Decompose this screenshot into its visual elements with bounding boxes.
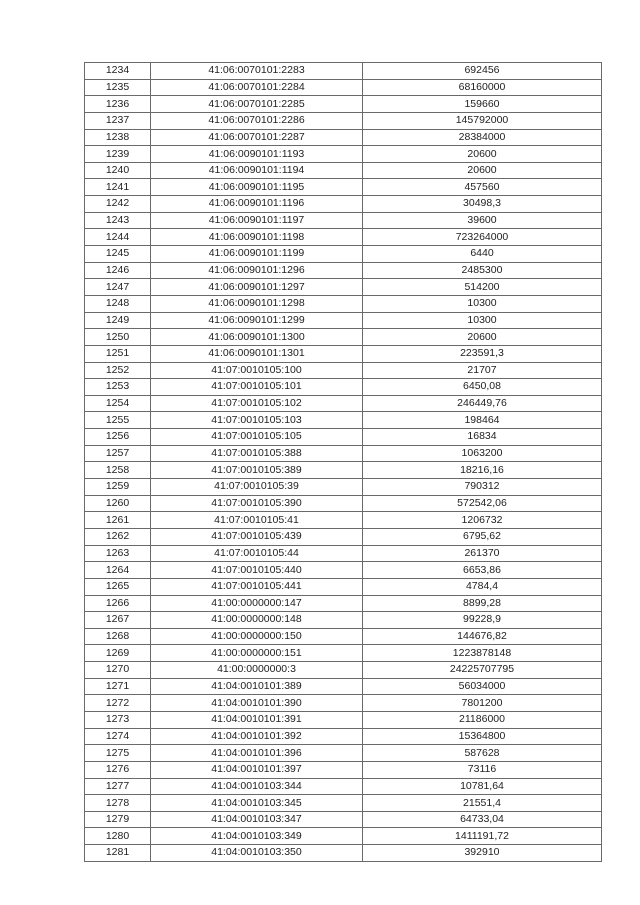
row-number-cell: 1255: [85, 412, 151, 429]
value-cell: 159660: [363, 96, 602, 113]
row-number-cell: 1264: [85, 562, 151, 579]
value-cell: 145792000: [363, 112, 602, 129]
value-cell: 692456: [363, 63, 602, 80]
value-cell: 1223878148: [363, 645, 602, 662]
row-number-cell: 1249: [85, 312, 151, 329]
row-number-cell: 1275: [85, 745, 151, 762]
table-row: [85, 362, 602, 379]
table-row: [85, 262, 602, 279]
value-cell: 30498,3: [363, 196, 602, 213]
row-number-cell: 1257: [85, 445, 151, 462]
cadastral-number-cell: 41:07:0010105:389: [151, 462, 363, 479]
row-number-cell: 1271: [85, 678, 151, 695]
table-row: [85, 379, 602, 396]
row-number-cell: 1267: [85, 612, 151, 629]
table-row: [85, 246, 602, 263]
value-cell: 6795,62: [363, 528, 602, 545]
cadastral-number-cell: 41:06:0090101:1301: [151, 345, 363, 362]
row-number-cell: 1277: [85, 778, 151, 795]
row-number-cell: 1278: [85, 795, 151, 812]
cadastral-number-cell: 41:07:0010105:39: [151, 479, 363, 496]
value-cell: 10781,64: [363, 778, 602, 795]
value-cell: 1411191,72: [363, 828, 602, 845]
value-cell: 6450,08: [363, 379, 602, 396]
table-row: [85, 345, 602, 362]
value-cell: 21186000: [363, 711, 602, 728]
value-cell: 223591,3: [363, 345, 602, 362]
cadastral-number-cell: 41:06:0090101:1193: [151, 146, 363, 163]
cadastral-number-cell: 41:06:0090101:1296: [151, 262, 363, 279]
cadastral-number-cell: 41:04:0010103:350: [151, 845, 363, 862]
cadastral-number-cell: 41:06:0070101:2284: [151, 79, 363, 96]
row-number-cell: 1252: [85, 362, 151, 379]
value-cell: 24225707795: [363, 662, 602, 679]
table-row: [85, 628, 602, 645]
table-row: [85, 495, 602, 512]
row-number-cell: 1236: [85, 96, 151, 113]
cadastral-number-cell: 41:04:0010101:392: [151, 728, 363, 745]
value-cell: 6440: [363, 246, 602, 263]
cadastral-number-cell: 41:06:0090101:1196: [151, 196, 363, 213]
value-cell: 246449,76: [363, 395, 602, 412]
cadastral-number-cell: 41:06:0090101:1199: [151, 246, 363, 263]
cadastral-number-cell: 41:06:0090101:1194: [151, 162, 363, 179]
value-cell: 10300: [363, 312, 602, 329]
cadastral-number-cell: 41:00:0000000:150: [151, 628, 363, 645]
cadastral-number-cell: 41:00:0000000:148: [151, 612, 363, 629]
value-cell: 15364800: [363, 728, 602, 745]
value-cell: 514200: [363, 279, 602, 296]
row-number-cell: 1253: [85, 379, 151, 396]
table-row: [85, 212, 602, 229]
row-number-cell: 1266: [85, 595, 151, 612]
row-number-cell: 1256: [85, 429, 151, 446]
row-number-cell: 1280: [85, 828, 151, 845]
value-cell: 20600: [363, 162, 602, 179]
table-row: [85, 445, 602, 462]
value-cell: 790312: [363, 479, 602, 496]
row-number-cell: 1243: [85, 212, 151, 229]
row-number-cell: 1279: [85, 811, 151, 828]
value-cell: 587628: [363, 745, 602, 762]
table-row: [85, 795, 602, 812]
cadastral-number-cell: 41:06:0090101:1297: [151, 279, 363, 296]
value-cell: 8899,28: [363, 595, 602, 612]
value-cell: 20600: [363, 146, 602, 163]
cadastral-number-cell: 41:06:0070101:2285: [151, 96, 363, 113]
row-number-cell: 1246: [85, 262, 151, 279]
table-body: [85, 63, 602, 862]
table-row: [85, 96, 602, 113]
table-row: [85, 395, 602, 412]
value-cell: 6653,86: [363, 562, 602, 579]
table-row: [85, 711, 602, 728]
cadastral-number-cell: 41:06:0090101:1195: [151, 179, 363, 196]
value-cell: 18216,16: [363, 462, 602, 479]
value-cell: 21707: [363, 362, 602, 379]
table-row: [85, 462, 602, 479]
table-row: [85, 479, 602, 496]
row-number-cell: 1263: [85, 545, 151, 562]
table-row: [85, 146, 602, 163]
value-cell: 28384000: [363, 129, 602, 146]
row-number-cell: 1273: [85, 711, 151, 728]
row-number-cell: 1268: [85, 628, 151, 645]
cadastral-number-cell: 41:04:0010103:349: [151, 828, 363, 845]
cadastral-number-cell: 41:06:0090101:1300: [151, 329, 363, 346]
value-cell: 4784,4: [363, 578, 602, 595]
table-row: [85, 528, 602, 545]
cadastral-number-cell: 41:06:0090101:1197: [151, 212, 363, 229]
cadastral-number-cell: 41:07:0010105:440: [151, 562, 363, 579]
cadastral-number-cell: 41:06:0090101:1298: [151, 295, 363, 312]
cadastral-number-cell: 41:07:0010105:41: [151, 512, 363, 529]
row-number-cell: 1235: [85, 79, 151, 96]
cadastral-number-cell: 41:07:0010105:441: [151, 578, 363, 595]
table-row: [85, 429, 602, 446]
table-row: [85, 778, 602, 795]
table-row: [85, 745, 602, 762]
cadastral-number-cell: 41:07:0010105:44: [151, 545, 363, 562]
table-row: [85, 678, 602, 695]
table-row: [85, 129, 602, 146]
table-row: [85, 512, 602, 529]
table-row: [85, 196, 602, 213]
table-row: [85, 279, 602, 296]
row-number-cell: 1238: [85, 129, 151, 146]
table-row: [85, 695, 602, 712]
table-row: [85, 761, 602, 778]
table-row: [85, 162, 602, 179]
value-cell: 68160000: [363, 79, 602, 96]
row-number-cell: 1240: [85, 162, 151, 179]
table-row: [85, 828, 602, 845]
table-row: [85, 229, 602, 246]
cadastral-number-cell: 41:07:0010105:105: [151, 429, 363, 446]
cadastral-number-cell: 41:07:0010105:102: [151, 395, 363, 412]
table-row: [85, 595, 602, 612]
row-number-cell: 1247: [85, 279, 151, 296]
row-number-cell: 1265: [85, 578, 151, 595]
table-row: [85, 79, 602, 96]
row-number-cell: 1242: [85, 196, 151, 213]
value-cell: 723264000: [363, 229, 602, 246]
table-row: [85, 63, 602, 80]
table-row: [85, 612, 602, 629]
cadastral-value-table: [84, 62, 602, 862]
cadastral-number-cell: 41:06:0070101:2287: [151, 129, 363, 146]
cadastral-number-cell: 41:06:0090101:1299: [151, 312, 363, 329]
value-cell: 39600: [363, 212, 602, 229]
cadastral-number-cell: 41:00:0000000:3: [151, 662, 363, 679]
table-row: [85, 412, 602, 429]
cadastral-number-cell: 41:07:0010105:390: [151, 495, 363, 512]
cadastral-number-cell: 41:06:0070101:2283: [151, 63, 363, 80]
table-row: [85, 329, 602, 346]
value-cell: 572542,06: [363, 495, 602, 512]
value-cell: 99228,9: [363, 612, 602, 629]
value-cell: 392910: [363, 845, 602, 862]
value-cell: 198464: [363, 412, 602, 429]
row-number-cell: 1244: [85, 229, 151, 246]
row-number-cell: 1248: [85, 295, 151, 312]
cadastral-number-cell: 41:07:0010105:439: [151, 528, 363, 545]
cadastral-number-cell: 41:04:0010101:390: [151, 695, 363, 712]
row-number-cell: 1259: [85, 479, 151, 496]
row-number-cell: 1234: [85, 63, 151, 80]
cadastral-number-cell: 41:04:0010103:345: [151, 795, 363, 812]
cadastral-number-cell: 41:04:0010101:391: [151, 711, 363, 728]
value-cell: 64733,04: [363, 811, 602, 828]
table-row: [85, 845, 602, 862]
cadastral-number-cell: 41:00:0000000:151: [151, 645, 363, 662]
row-number-cell: 1251: [85, 345, 151, 362]
cadastral-number-cell: 41:06:0070101:2286: [151, 112, 363, 129]
row-number-cell: 1261: [85, 512, 151, 529]
value-cell: 10300: [363, 295, 602, 312]
cadastral-number-cell: 41:06:0090101:1198: [151, 229, 363, 246]
cadastral-number-cell: 41:04:0010101:397: [151, 761, 363, 778]
row-number-cell: 1254: [85, 395, 151, 412]
cadastral-number-cell: 41:07:0010105:103: [151, 412, 363, 429]
cadastral-number-cell: 41:04:0010103:347: [151, 811, 363, 828]
value-cell: 1063200: [363, 445, 602, 462]
row-number-cell: 1241: [85, 179, 151, 196]
table-row: [85, 811, 602, 828]
value-cell: 1206732: [363, 512, 602, 529]
row-number-cell: 1281: [85, 845, 151, 862]
row-number-cell: 1260: [85, 495, 151, 512]
table-row: [85, 728, 602, 745]
cadastral-number-cell: 41:07:0010105:101: [151, 379, 363, 396]
table-row: [85, 545, 602, 562]
table-row: [85, 645, 602, 662]
row-number-cell: 1272: [85, 695, 151, 712]
value-cell: 144676,82: [363, 628, 602, 645]
row-number-cell: 1258: [85, 462, 151, 479]
cadastral-number-cell: 41:04:0010101:389: [151, 678, 363, 695]
table-row: [85, 662, 602, 679]
value-cell: 20600: [363, 329, 602, 346]
value-cell: 261370: [363, 545, 602, 562]
table-row: [85, 312, 602, 329]
cadastral-number-cell: 41:00:0000000:147: [151, 595, 363, 612]
row-number-cell: 1239: [85, 146, 151, 163]
row-number-cell: 1237: [85, 112, 151, 129]
row-number-cell: 1270: [85, 662, 151, 679]
table-row: [85, 295, 602, 312]
table-row: [85, 179, 602, 196]
cadastral-number-cell: 41:07:0010105:388: [151, 445, 363, 462]
cadastral-number-cell: 41:04:0010103:344: [151, 778, 363, 795]
row-number-cell: 1245: [85, 246, 151, 263]
value-cell: 73116: [363, 761, 602, 778]
table-row: [85, 578, 602, 595]
table-row: [85, 562, 602, 579]
value-cell: 7801200: [363, 695, 602, 712]
row-number-cell: 1250: [85, 329, 151, 346]
row-number-cell: 1276: [85, 761, 151, 778]
row-number-cell: 1274: [85, 728, 151, 745]
row-number-cell: 1262: [85, 528, 151, 545]
value-cell: 457560: [363, 179, 602, 196]
cadastral-number-cell: 41:07:0010105:100: [151, 362, 363, 379]
value-cell: 16834: [363, 429, 602, 446]
value-cell: 2485300: [363, 262, 602, 279]
value-cell: 21551,4: [363, 795, 602, 812]
cadastral-number-cell: 41:04:0010101:396: [151, 745, 363, 762]
table-row: [85, 112, 602, 129]
value-cell: 56034000: [363, 678, 602, 695]
row-number-cell: 1269: [85, 645, 151, 662]
